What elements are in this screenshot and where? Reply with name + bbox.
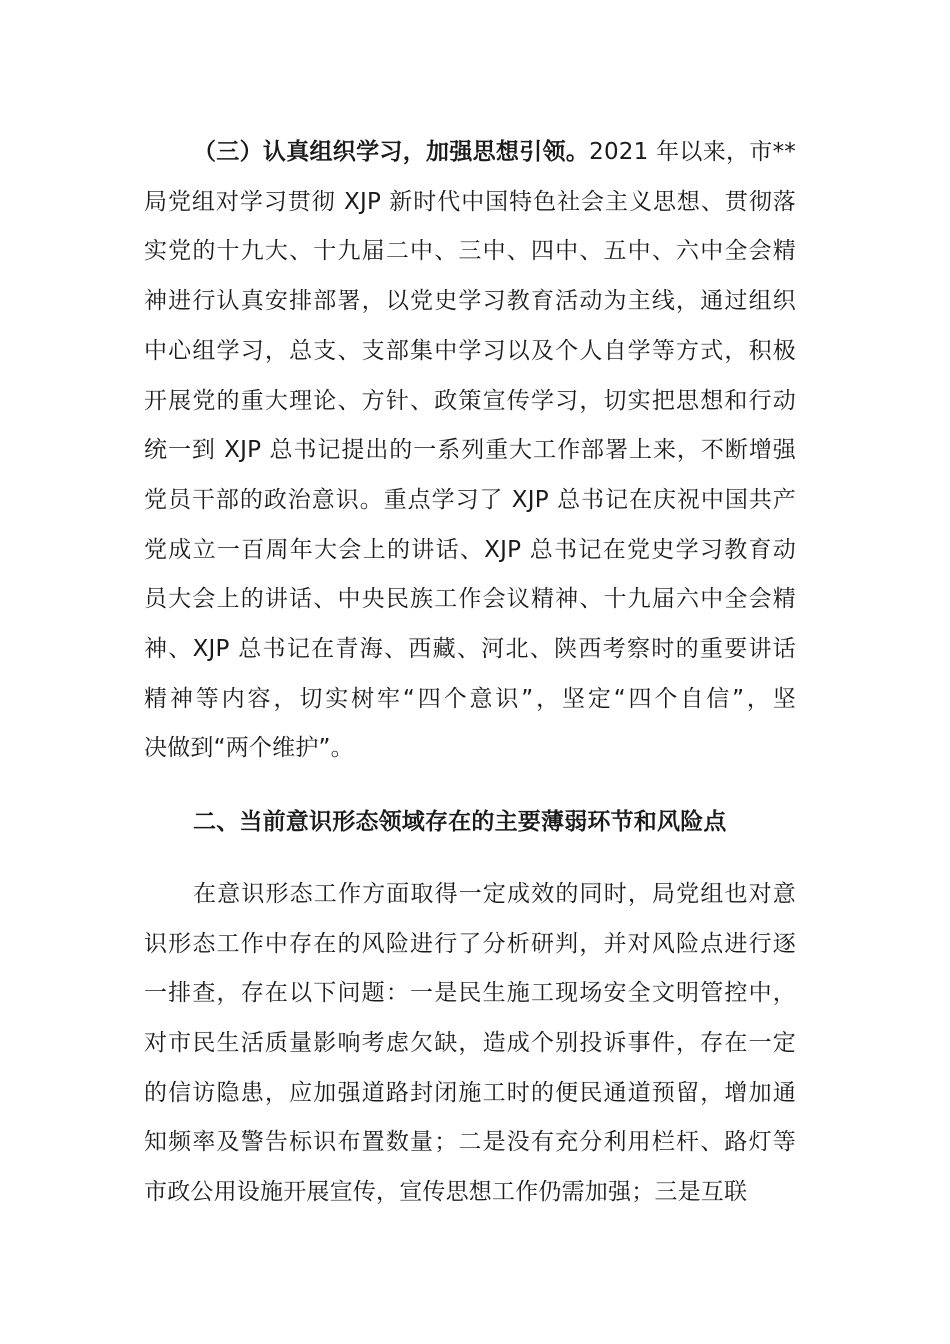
- paragraph-line: 党成立一百周年大会上的讲话、XJP 总书记在党史学习教育动: [144, 536, 796, 563]
- paragraph-line: 知频率及警告标识布置数量；二是没有充分利用栏杆、路灯等: [144, 1129, 796, 1156]
- paragraph-line: 神进行认真安排部署，以党史学习教育活动为主线，通过组织: [144, 288, 796, 315]
- paragraph-section-three: [144, 128, 796, 774]
- paragraph-line: 识形态工作中存在的风险进行了分析研判，并对风险点进行逐: [144, 930, 796, 957]
- paragraph-line: 员大会上的讲话、中央民族工作会议精神、十九届六中全会精: [144, 586, 796, 613]
- paragraph-line: 实党的十九大、十九届二中、三中、四中、五中、六中全会精: [144, 238, 796, 265]
- paragraph-line: 党员干部的政治意识。重点学习了 XJP 总书记在庆祝中国共产: [144, 486, 796, 513]
- paragraph-line: 决做到“两个维护”。: [144, 735, 354, 762]
- paragraph-line: 对市民生活质量影响考虑欠缺，造成个别投诉事件，存在一定: [144, 1029, 796, 1056]
- paragraph-section-two: [144, 870, 796, 1218]
- section-three-title: （三）认真组织学习，加强思想引领。: [193, 139, 590, 165]
- paragraph-line: 在意识形态工作方面取得一定成效的同时，局党组也对意: [193, 880, 796, 907]
- section-two-heading: 二、当前意识形态领域存在的主要薄弱环节和风险点: [193, 809, 727, 836]
- paragraph-line: 神、XJP 总书记在青海、西藏、河北、陕西考察时的重要讲话: [144, 636, 796, 663]
- paragraph-line: 的信访隐患，应加强道路封闭施工时的便民通道预留，增加通: [144, 1079, 796, 1106]
- paragraph-line: 统一到 XJP 总书记提出的一系列重大工作部署上来，不断增强: [144, 437, 796, 464]
- paragraph-line: 中心组学习，总支、支部集中学习以及个人自学等方式，积极: [144, 337, 796, 364]
- paragraph-line: [144, 128, 796, 178]
- section-three-line-1-rest: 2021 年以来，市**: [589, 139, 796, 165]
- document-body: [144, 128, 796, 1218]
- paragraph-line: 开展党的重大理论、方针、政策宣传学习，切实把思想和行动: [144, 387, 796, 414]
- paragraph-line: 市政公用设施开展宣传，宣传思想工作仍需加强；三是互联: [144, 1179, 748, 1206]
- paragraph-line: 精神等内容，切实树牢“四个意识”，坚定“四个自信”，坚: [144, 685, 796, 712]
- paragraph-line: 局党组对学习贯彻 XJP 新时代中国特色社会主义思想、贯彻落: [144, 188, 796, 215]
- paragraph-line: 一排查，存在以下问题：一是民生施工现场安全文明管控中，: [144, 980, 796, 1007]
